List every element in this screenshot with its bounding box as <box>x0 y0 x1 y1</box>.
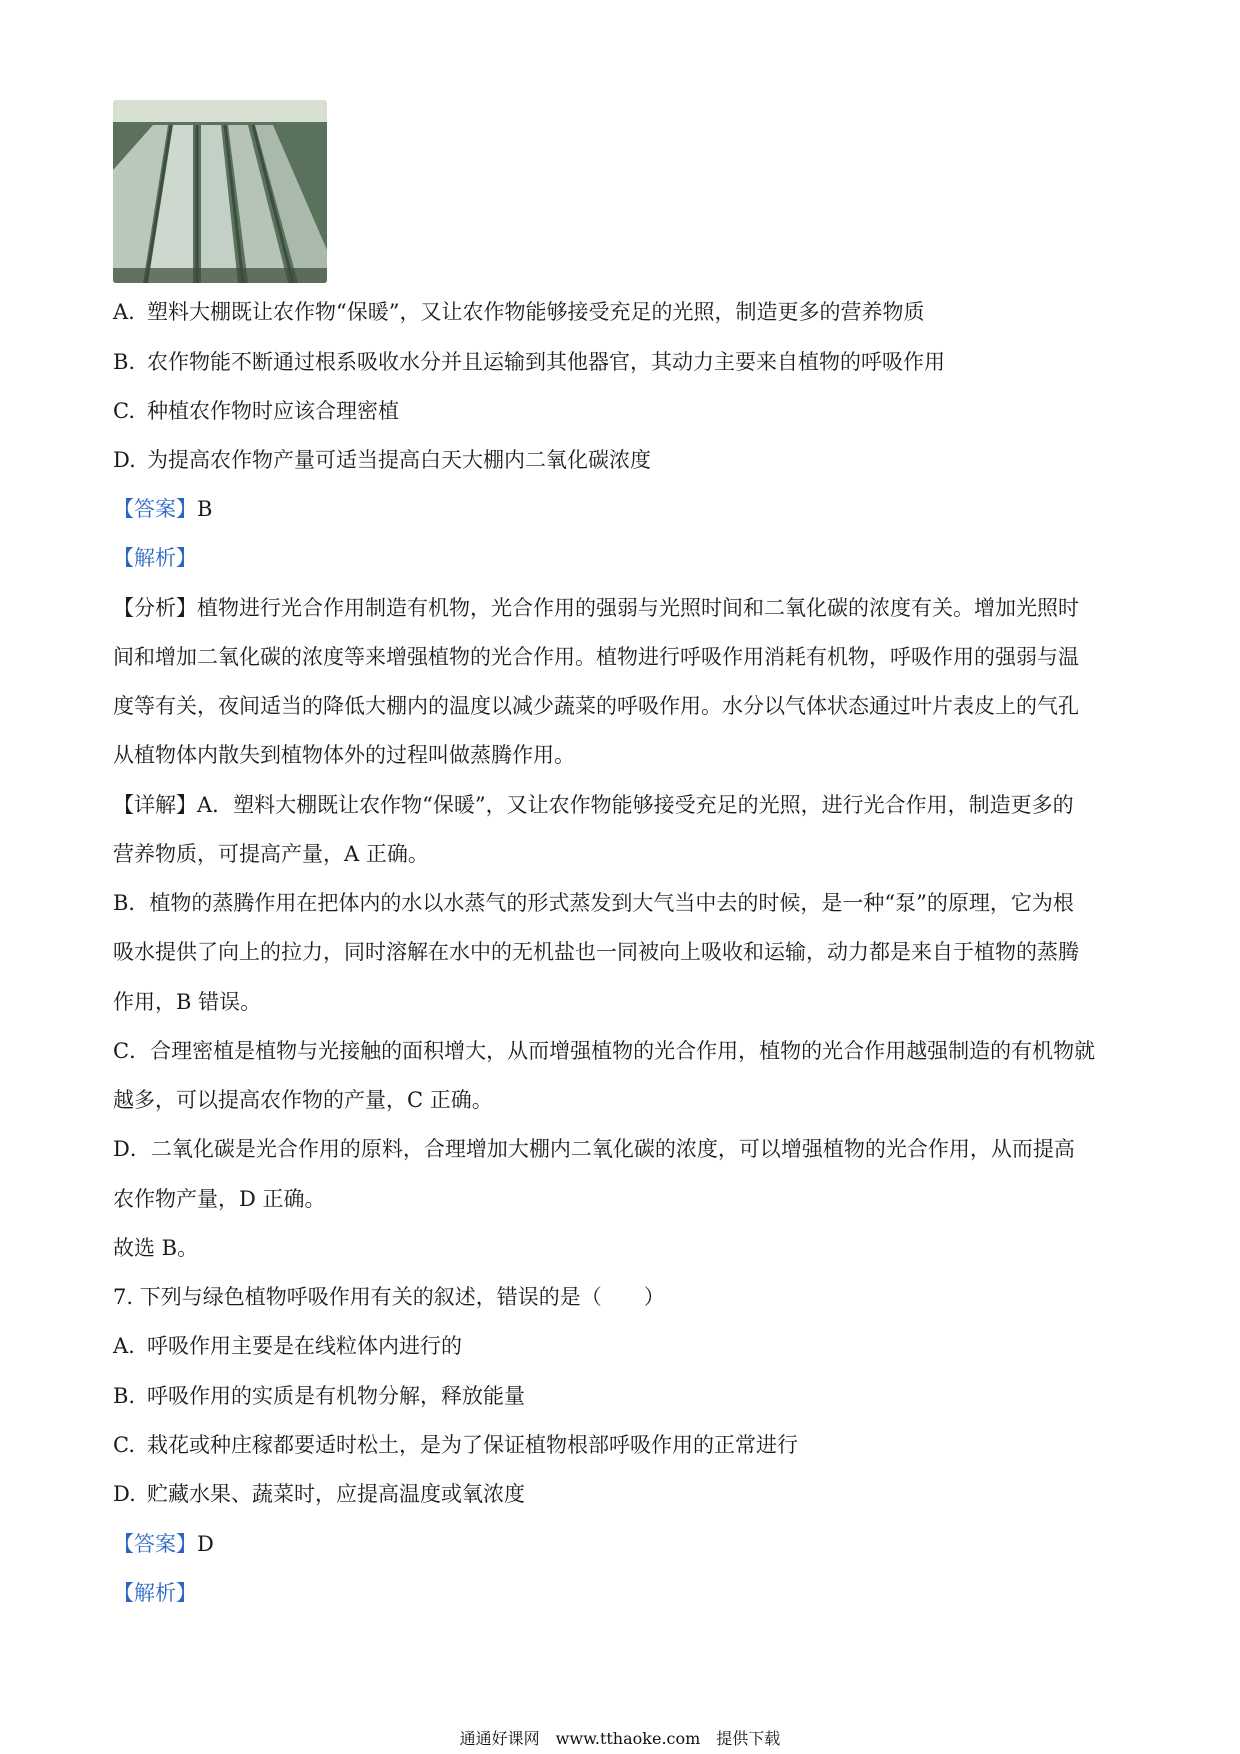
option-letter: D. <box>113 1482 136 1506</box>
answer-value: B <box>197 497 213 521</box>
option-letter: A. <box>113 1334 135 1358</box>
option-letter: C. <box>113 1433 135 1457</box>
option-text: 为提高农作物产量可适当提高白天大棚内二氧化碳浓度 <box>147 448 651 472</box>
q6-option-b <box>113 347 945 377</box>
q7-option-d <box>113 1479 525 1509</box>
q6-xiangjie-line-7: 越多，可以提高农作物的产量，C 正确。 <box>113 1088 493 1112</box>
option-letter: D. <box>113 448 136 472</box>
q6-conclusion: 故选 B。 <box>113 1236 199 1260</box>
option-text: 贮藏水果、蔬菜时，应提高温度或氧浓度 <box>147 1482 525 1506</box>
q7-option-c <box>113 1430 798 1460</box>
q7-jiexi-label: 【解析】 <box>113 1581 197 1605</box>
q6-option-c <box>113 396 399 426</box>
option-letter: B. <box>113 1384 136 1408</box>
xiangjie-text: A．塑料大棚既让农作物“保暖”，又让农作物能够接受充足的光照，进行光合作用，制造更多的 <box>197 793 1074 817</box>
q6-xiangjie-line-9: 农作物产量，D 正确。 <box>113 1187 326 1211</box>
page-footer: 通通好课网 www.tthaoke.com 提供下载 <box>459 1729 781 1748</box>
q6-answer <box>113 494 212 524</box>
q6-option-a <box>113 297 924 327</box>
q6-xiangjie-line-8: D．二氧化碳是光合作用的原料，合理增加大棚内二氧化碳的浓度，可以增强植物的光合作用，从而提高 <box>113 1137 1075 1161</box>
q6-xiangjie-line-6: C．合理密植是植物与光接触的面积增大，从而增强植物的光合作用，植物的光合作用越强制造的有机物就 <box>113 1039 1096 1063</box>
q6-xiangjie-line-3: B．植物的蒸腾作用在把体内的水以水蒸气的形式蒸发到大气当中去的时候，是一种“泵”的原理，它为根 <box>113 891 1074 915</box>
q6-xiangjie-line-5: 作用，B 错误。 <box>113 990 262 1014</box>
option-text: 栽花或种庄稼都要适时松土，是为了保证植物根部呼吸作用的正常进行 <box>147 1433 798 1457</box>
q6-xiangjie-line-4: 吸水提供了向上的拉力，同时溶解在水中的无机盐也一同被向上吸收和运输，动力都是来自于植物的蒸腾 <box>113 940 1079 964</box>
answer-label: 【答案】 <box>113 1532 197 1556</box>
q6-fenxi-line-2: 间和增加二氧化碳的浓度等来增强植物的光合作用。植物进行呼吸作用消耗有机物，呼吸作用的强弱与温 <box>113 645 1079 669</box>
q7-option-a <box>113 1331 462 1361</box>
option-letter: B. <box>113 350 136 374</box>
option-letter: A. <box>113 300 135 324</box>
q7-question: 7. 下列与绿色植物呼吸作用有关的叙述，错误的是（ ） <box>113 1285 665 1309</box>
answer-value: D <box>197 1532 214 1556</box>
q6-fenxi-line-1 <box>113 593 1079 623</box>
xiangjie-label: 【详解】 <box>113 793 197 817</box>
option-text: 呼吸作用主要是在线粒体内进行的 <box>147 1334 462 1358</box>
q6-xiangjie-line-2: 营养物质，可提高产量，A 正确。 <box>113 842 429 866</box>
greenhouse-photo <box>113 100 327 283</box>
q6-fenxi-line-3: 度等有关，夜间适当的降低大棚内的温度以减少蔬菜的呼吸作用。水分以气体状态通过叶片表皮上的气孔 <box>113 694 1079 718</box>
fenxi-label: 【分析】 <box>113 596 197 620</box>
option-text: 农作物能不断通过根系吸收水分并且运输到其他器官，其动力主要来自植物的呼吸作用 <box>147 350 945 374</box>
option-text: 塑料大棚既让农作物“保暖”，又让农作物能够接受充足的光照，制造更多的营养物质 <box>147 300 925 324</box>
q7-option-b <box>113 1381 525 1411</box>
q6-fenxi-line-4: 从植物体内散失到植物体外的过程叫做蒸腾作用。 <box>113 743 575 767</box>
answer-label: 【答案】 <box>113 497 197 521</box>
fenxi-text: 植物进行光合作用制造有机物，光合作用的强弱与光照时间和二氧化碳的浓度有关。增加光照时 <box>197 596 1079 620</box>
option-text: 呼吸作用的实质是有机物分解，释放能量 <box>147 1384 525 1408</box>
q6-xiangjie-line-1 <box>113 790 1074 820</box>
q6-jiexi-label: 【解析】 <box>113 546 197 570</box>
option-letter: C. <box>113 399 135 423</box>
q7-answer <box>113 1529 214 1559</box>
q6-option-d <box>113 445 651 475</box>
option-text: 种植农作物时应该合理密植 <box>147 399 399 423</box>
